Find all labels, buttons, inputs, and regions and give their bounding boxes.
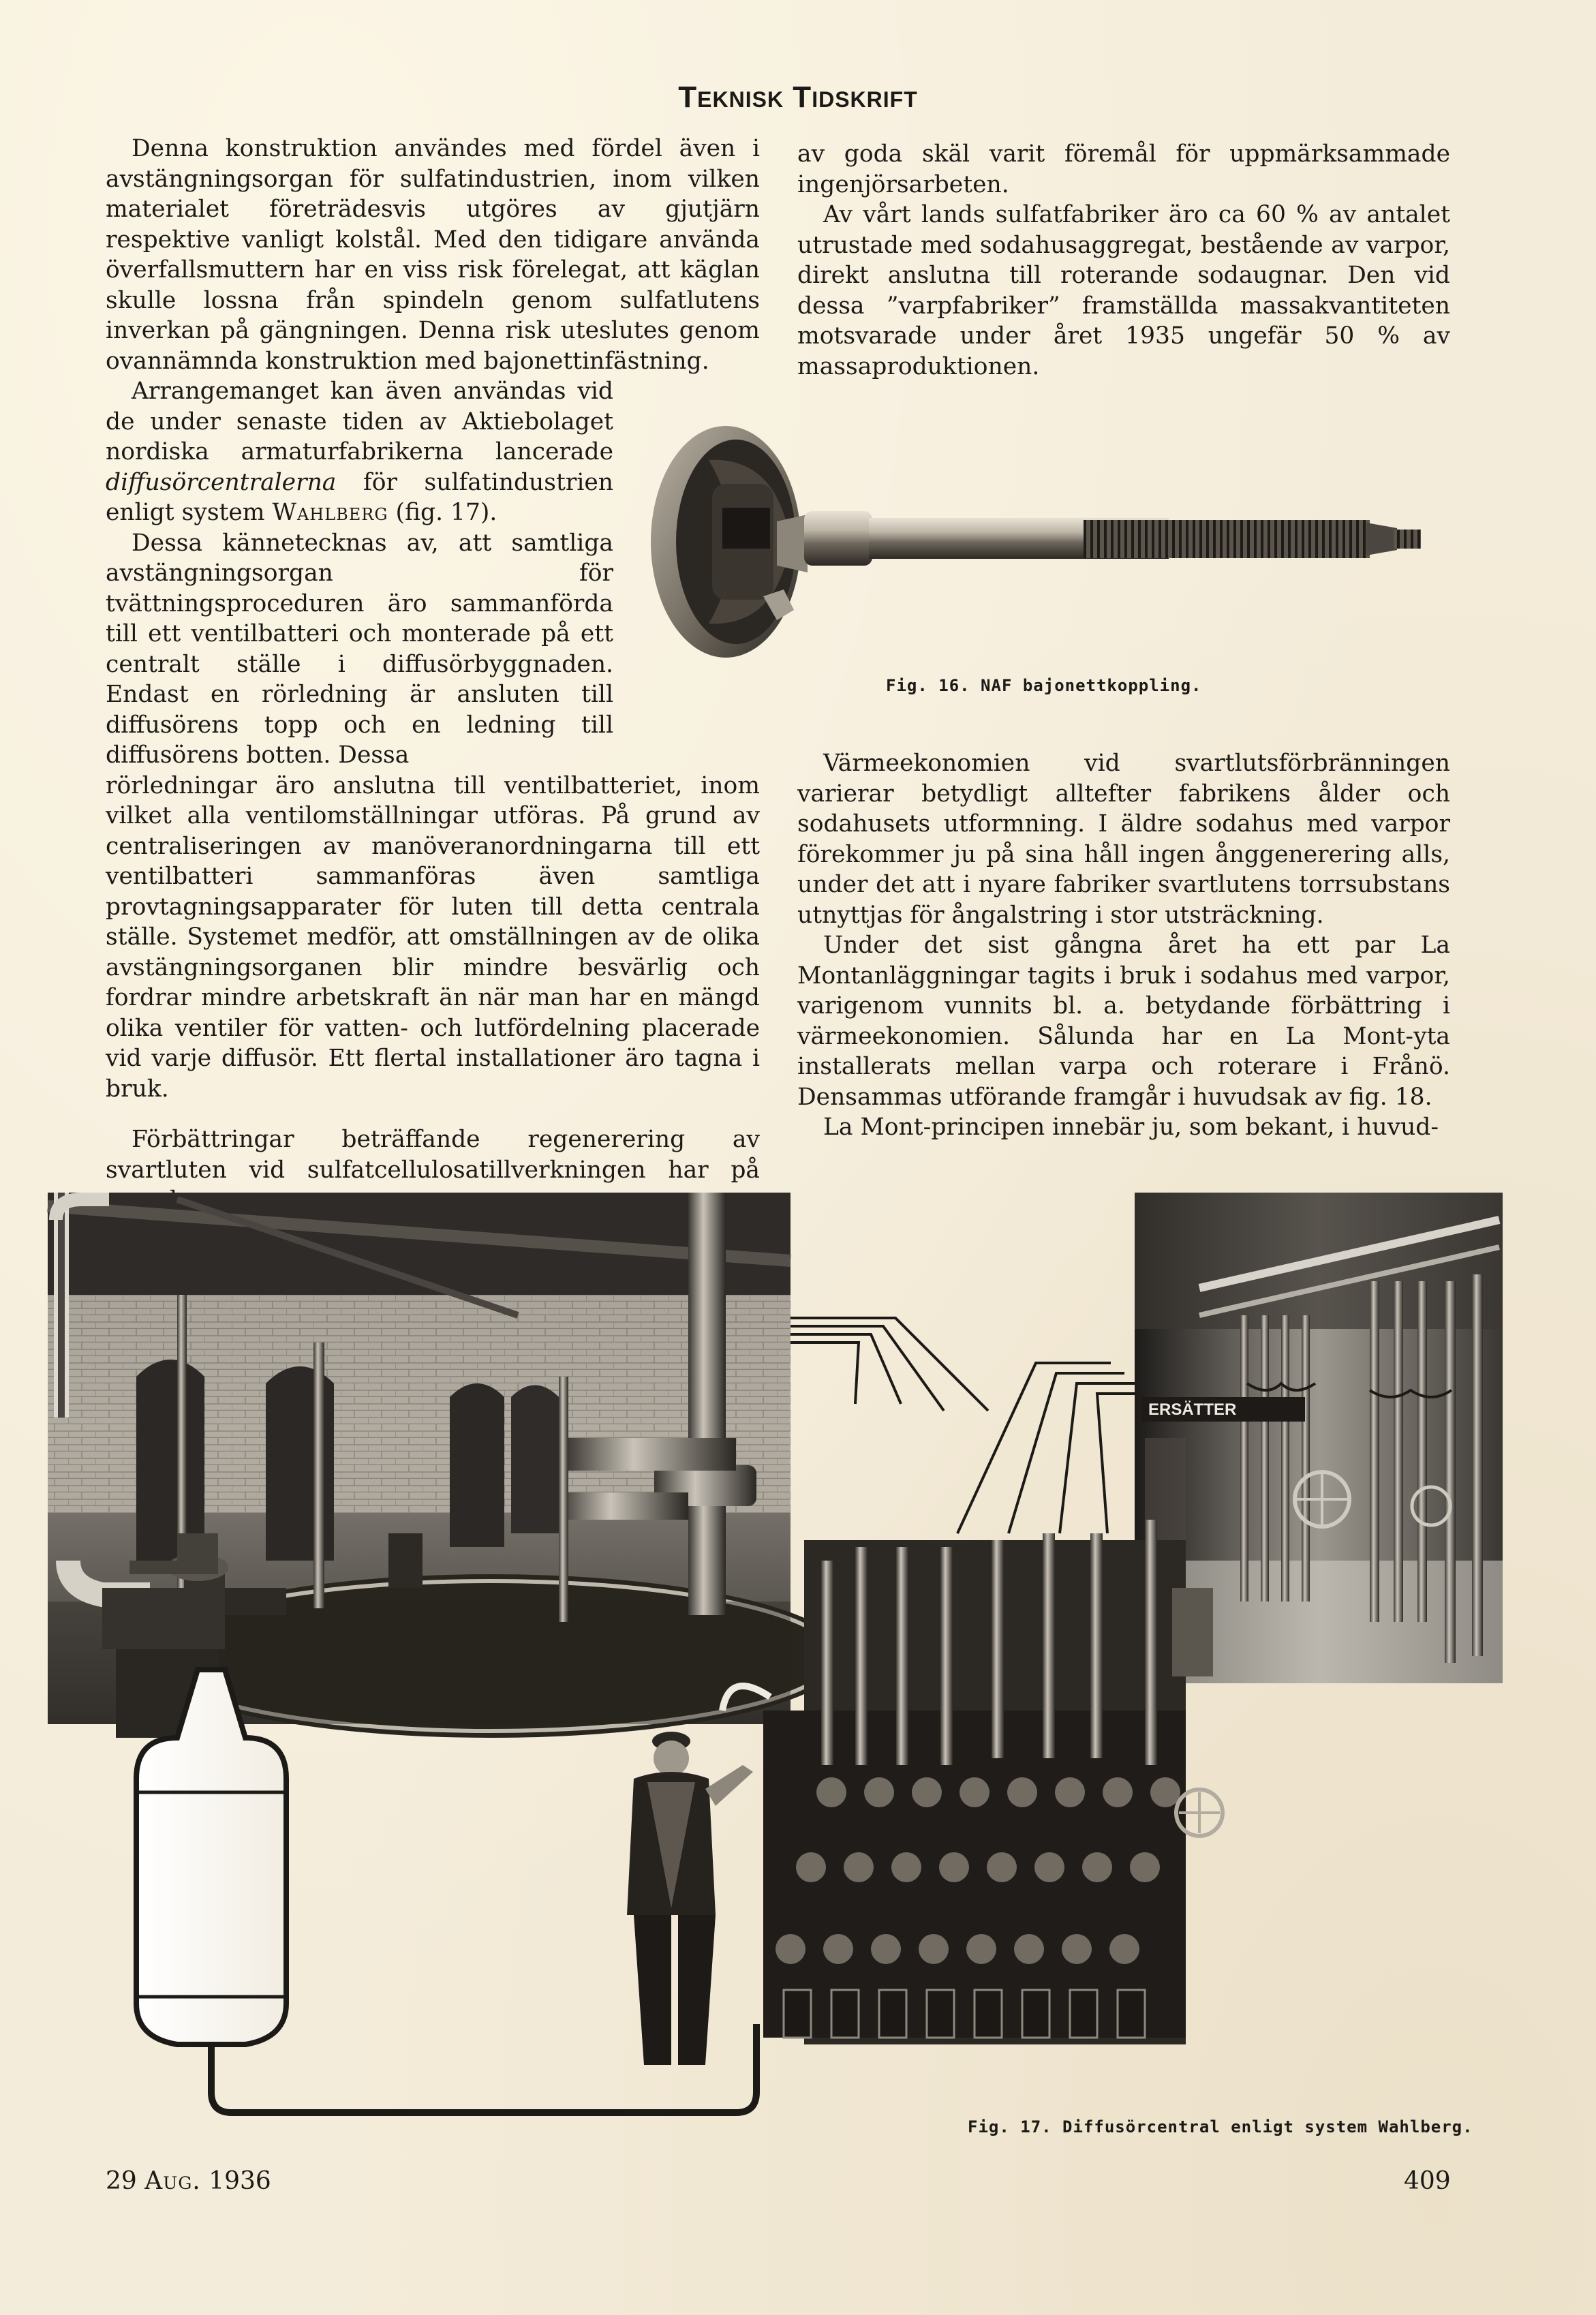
left-paragraph-1: Denna konstruktion användes med fördel även i avstängningsorgan för sulfatindustrien, inom vilken materialet företrädesvis utgöres av gjutjärn respektive vanligt kolstål. Med den tidigare använda överfallsmuttern har en viss risk förelegat, att käglan skulle lossna från spindeln genom sulfatlutens inverkan på gängningen. Denna risk uteslutes genom ovannämnda konstruktion med bajonettinfästning. (106, 135, 760, 375)
right-column (797, 139, 1450, 382)
left-narrow-block (106, 376, 613, 771)
footer-date: 29 Aug. 1936 (106, 2167, 271, 2195)
page-number: 409 (1404, 2167, 1451, 2195)
right-paragraph-3: Värmeekonomien vid svartlutsförbränningen varierar betydligt alltefter fabrikens ålder och sodahusets utformning. I äldre sodahus med varpor förekommer ju på sina håll ingen ånggenerering alls, under det att i nyare fabriker svartlutens torrsubstans utnyttjas för ångalstring i stor utsträckning. (797, 750, 1450, 929)
left-paragraph-3b: rörledningar äro anslutna till ventilbatteriet, inom vilket alla ventilomställningar utföras. På grund av centraliseringen av manöveranordningarna till ett ventilbatteri sammanföras även samtliga provtagningsapparater för luten till detta centrala ställe. Systemet medför, att omställningen av de olika avstängningsorganen blir mindre besvärlig och fordrar mindre arbetskraft än när man har en mängd olika ventiler för vatten- och lutfördelning placerade vid varje diffusör. Ett flertal installationer äro tagna i bruk. (106, 771, 760, 1103)
left-paragraph-3a: Dessa kännetecknas av, att samtliga avstängningsorgan för tvättningsproceduren äro sammanförda till ett ventilbatteri och monterade på ett centralt ställe i diffusörbyggnaden. Endast en rörledning är ansluten till diffusörens topp och en ledning till diffusörens botten. Dessa (106, 529, 613, 769)
left-paragraph-2: Arrangemanget kan även användas vid de under senaste tiden av Aktiebolaget nordiska armaturfabrikerna lancerade diffusörcentralerna för sulfatindustrien enligt system Wahlberg (fig. 17). (106, 378, 613, 526)
journal-header: TEKNISK TIDSKRIFT (678, 80, 918, 114)
fig17-sign-text: ERSÄTTER (1148, 1400, 1237, 1419)
right-paragraph-1: av goda skäl varit föremål för uppmärksammade ingenjörsarbeten. (797, 140, 1450, 198)
left-paragraph-4: Förbättringar beträffande regenerering av svartluten vid sulfatcellulosatillverkningen har på (106, 1126, 760, 1184)
right-paragraph-2: Av vårt lands sulfatfabriker äro ca 60 % av antalet utrustade med sodahusaggregat, bestående av varpor, direkt anslutna till roterande sodaugnar. Den vid dessa ”varpfabriker” framställda massakvantiteten motsvarade under året 1935 ungefär 50 % av massaproduktionen. (797, 201, 1450, 380)
fig16-caption: Fig. 16. NAF bajonettkoppling. (886, 676, 1202, 695)
fig17-diffuser-central-composite (41, 1179, 1506, 2160)
right-paragraph-4: Under det sist gångna året ha ett par La Montanläggningar tagits i bruk i sodahus med varpor, varigenom vunnits bl. a. betydande förbättring i värmeekonomien. Sålunda har en La Mont-yta installerats mellan varpa och roterare i Frånö. Densammas utförande framgår i huvudsak av fig. 18. (797, 932, 1450, 1111)
right-column-lower (797, 748, 1450, 1143)
fig17-caption: Fig. 17. Diffusörcentral enligt system Wahlberg. (968, 2117, 1473, 2136)
fig16-bayonet-coupling-photo (647, 419, 1452, 678)
right-paragraph-5: La Mont-principen innebär ju, som bekant, i huvud- (823, 1114, 1439, 1141)
